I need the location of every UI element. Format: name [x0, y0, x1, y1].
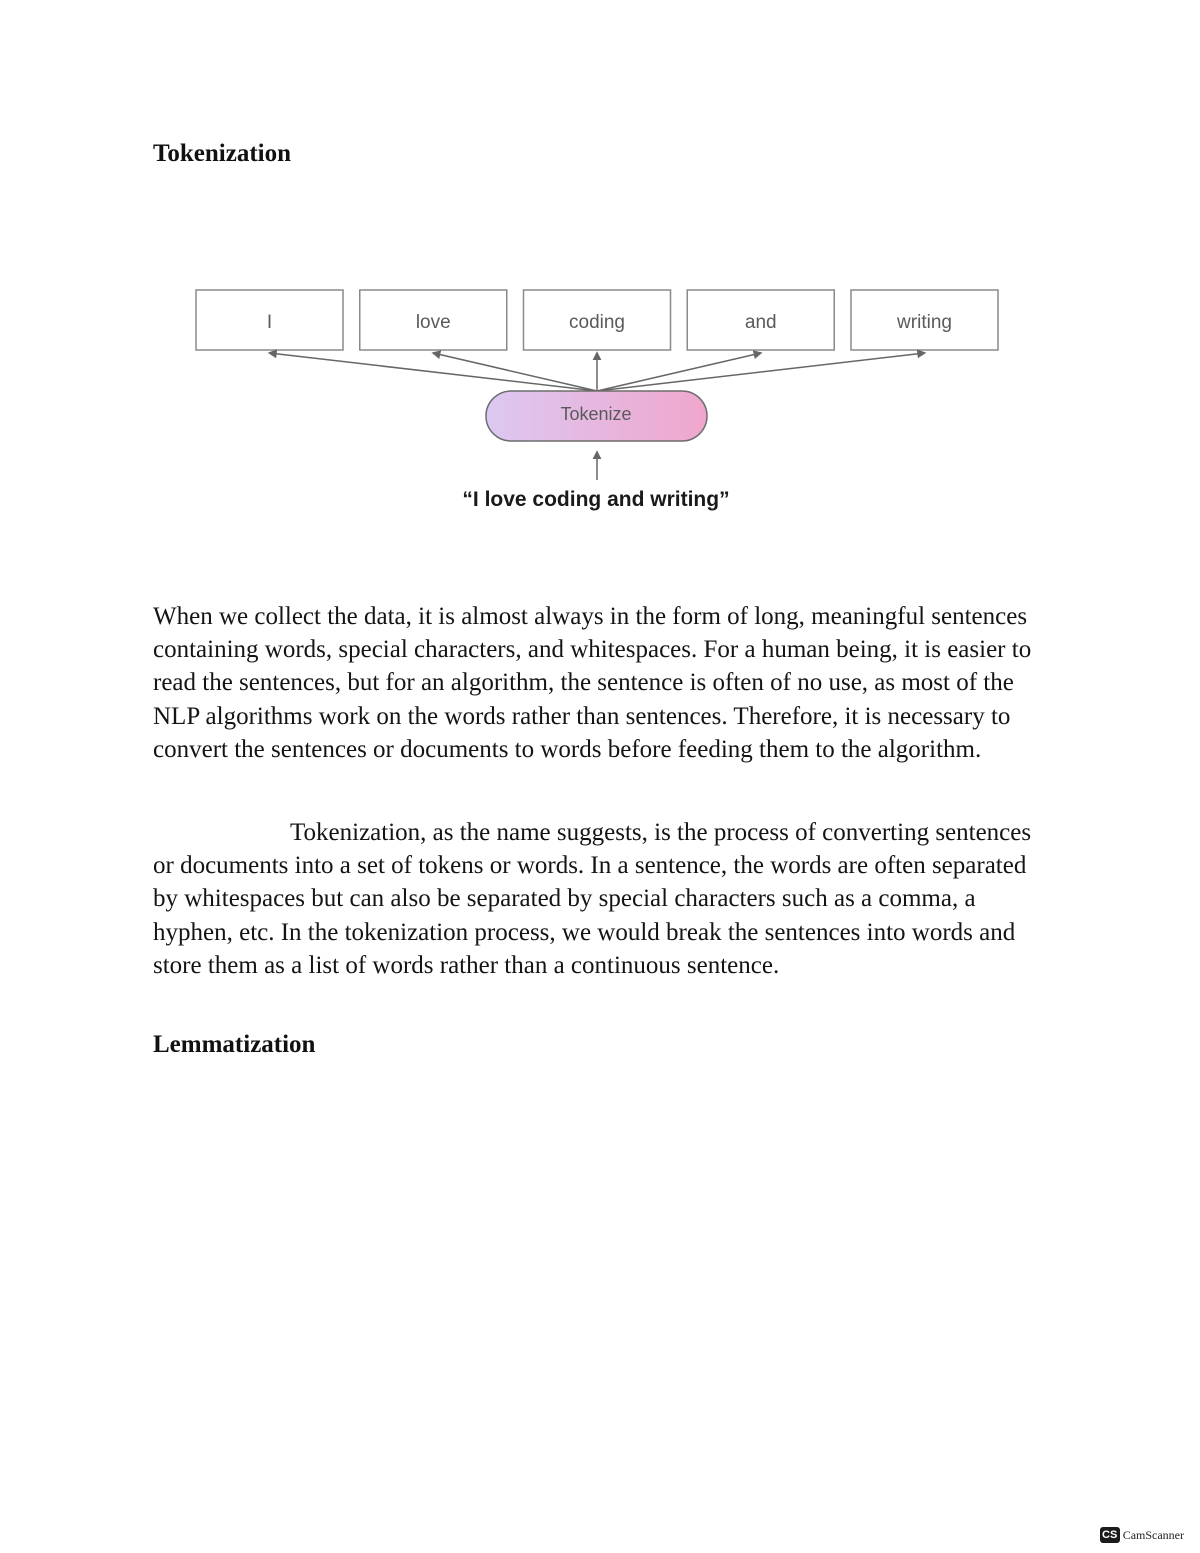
camscanner-label: CamScanner — [1122, 1527, 1184, 1542]
tokenization-heading: Tokenization — [153, 140, 292, 167]
token-arrow — [597, 353, 761, 391]
paragraph-intro: When we collect the data, it is almost always in the form of long, meaningful sentences containing words, special characters, and whitespaces. For a human being, it is easier to read the sentences, but for an algorithm, the sentence is often of no use, as most of the NLP algorithms work on the words rather than sentences. Therefore, it is necessary to convert the sentences or documents to words before feeding them to the algorithm. — [153, 603, 1032, 763]
token-arrow — [433, 353, 597, 391]
tokenization-diagram — [180, 280, 1020, 530]
token-label: coding — [569, 312, 625, 333]
token-label: and — [744, 312, 777, 333]
tokenize-label: Tokenize — [560, 404, 632, 424]
camscanner-watermark — [1100, 1527, 1184, 1543]
tokenization-diagram-svg — [180, 280, 1020, 530]
token-label: love — [415, 312, 451, 333]
token-label: I — [266, 312, 273, 333]
token-arrow — [270, 353, 598, 391]
token-arrow — [597, 353, 925, 391]
lemmatization-heading: Lemmatization — [153, 1031, 316, 1058]
paragraph-definition: Tokenization, as the name suggests, is the process of converting sentences or documents into a set of tokens or words. In a sentence, the words are often separated by whitespaces but can also be separated by special characters such as a comma, a hyphen, etc. In the tokenization process, we would break the sentences into words and store them as a list of words rather than a continuous sentence. — [153, 819, 1032, 979]
input-sentence: “I love coding and writing” — [462, 488, 730, 511]
camscanner-logo-icon: CS — [1100, 1527, 1120, 1543]
token-label: writing — [897, 312, 952, 333]
